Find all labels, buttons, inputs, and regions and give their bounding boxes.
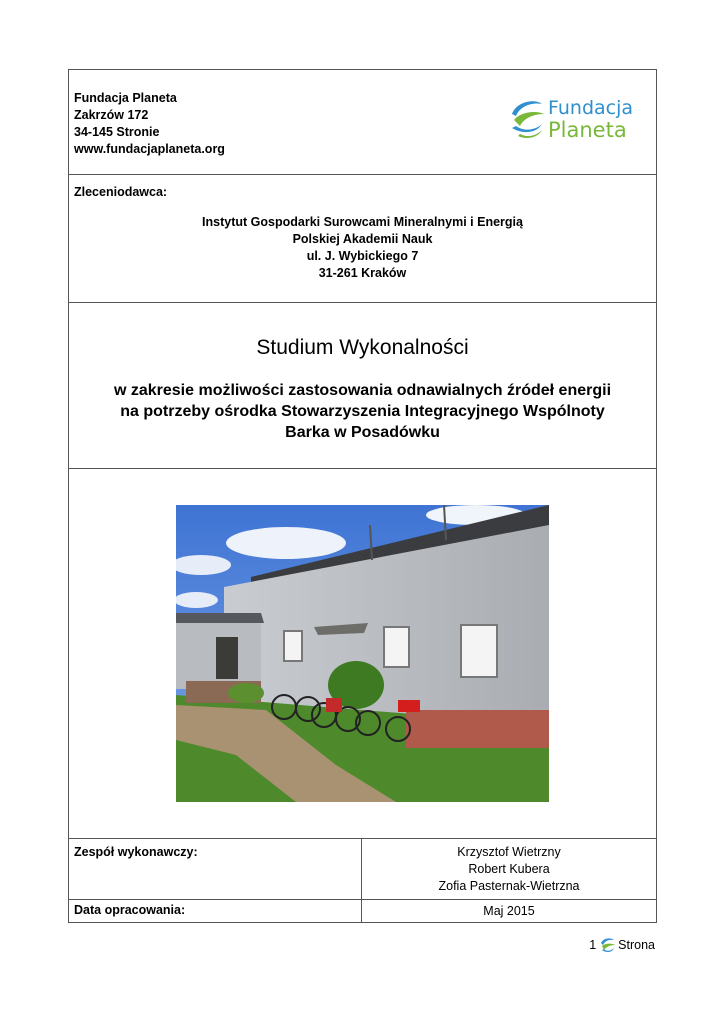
- document-title: Studium Wykonalności: [256, 336, 469, 359]
- team-member: Robert Kubera: [468, 862, 550, 876]
- page-footer: [589, 936, 655, 954]
- date-row: [69, 900, 656, 922]
- date-label: Data opracowania:: [69, 900, 362, 922]
- document-frame: [68, 69, 657, 923]
- client-section: [69, 175, 656, 303]
- page-label: Strona: [618, 938, 655, 952]
- subtitle-line: w zakresie możliwości zastosowania odnawialnych źródeł energii: [113, 382, 612, 399]
- team-member: Krzysztof Wietrzny: [457, 845, 561, 859]
- subtitle-line: na potrzeby ośrodka Stowarzyszenia Integracyjnego Wspólnoty: [120, 403, 605, 420]
- planet-swirl-icon: [512, 101, 544, 138]
- building-photo: [176, 505, 549, 802]
- team-members: [362, 839, 656, 899]
- org-website: www.fundacjaplaneta.org: [74, 142, 225, 156]
- header-section: [69, 70, 656, 175]
- client-line: ul. J. Wybickiego 7: [306, 249, 419, 263]
- page-number: 1: [589, 938, 597, 952]
- org-name: Fundacja Planeta: [74, 91, 177, 105]
- org-street: Zakrzów 172: [74, 108, 149, 122]
- photo-section: [69, 469, 656, 839]
- planeta-small-logo-icon: [600, 936, 618, 954]
- client-label: Zleceniodawca:: [74, 185, 168, 199]
- team-label: Zespół wykonawczy:: [69, 839, 362, 899]
- document-subtitle: [69, 380, 656, 443]
- client-line: Polskiej Akademii Nauk: [292, 232, 433, 246]
- logo-line1: Fundacja: [548, 97, 634, 119]
- subtitle-line: Barka w Posadówku: [285, 424, 440, 441]
- logo-line2: Planeta: [548, 118, 627, 142]
- org-postal: 34-145 Stronie: [74, 125, 160, 139]
- fundacja-planeta-logo: [508, 94, 650, 142]
- client-line: 31-261 Kraków: [318, 266, 407, 280]
- team-row: [69, 839, 656, 900]
- client-line: Instytut Gospodarki Surowcami Mineralnymi i Energią: [202, 215, 523, 229]
- title-section: [69, 303, 656, 469]
- date-value: Maj 2015: [483, 904, 535, 918]
- organization-address: [74, 90, 225, 158]
- client-details: [69, 214, 656, 282]
- team-member: Zofia Pasternak-Wietrzna: [438, 879, 580, 893]
